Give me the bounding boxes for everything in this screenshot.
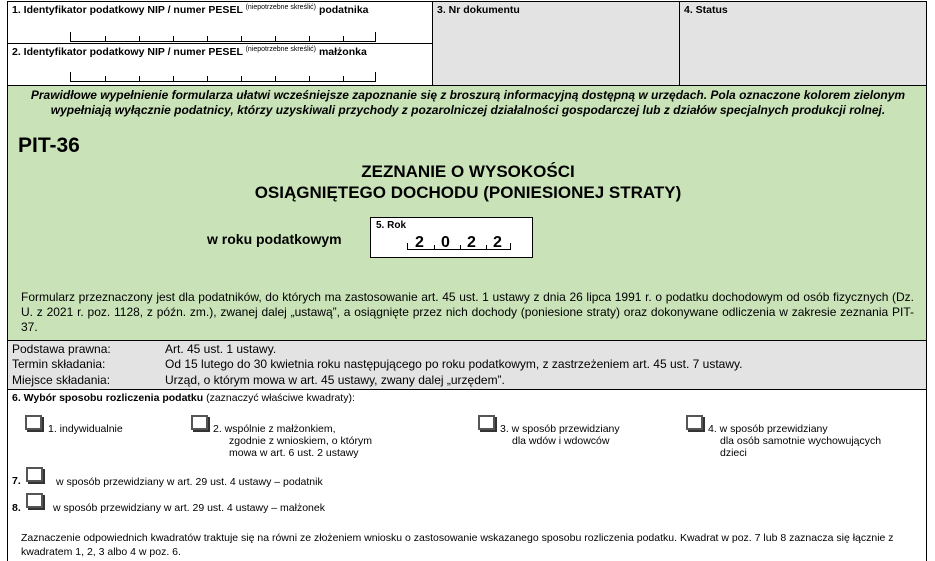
section-6-note: Zaznaczenie odpowiednich kwadratów traktuje się na równi ze złożeniem wniosku o zastosowanie wskazanego sposobu rozliczenia podatku. Kwadrat w poz. 7 lub 8 zaznacza się łącznie z kwadratem 1, 2, 3 albo 4 w poz. 6.: [21, 532, 894, 558]
field-2-label-text: 2. Identyfikator podatkowy NIP / numer PESEL: [12, 46, 243, 58]
deadline-label: Termin składania:: [12, 357, 106, 371]
field-4-status: [679, 1, 927, 86]
option-2-label: [213, 423, 372, 459]
field-1-suffix: podatnika: [318, 4, 369, 16]
field-1-input[interactable]: [70, 32, 376, 42]
option-8-number: 8.: [12, 502, 21, 514]
option-2-checkbox[interactable]: [191, 415, 208, 430]
section-6-heading: [12, 392, 355, 404]
place-label: Miejsce składania:: [12, 373, 111, 387]
form-title-line1: ZEZNANIE O WYSOKOŚCI: [361, 162, 575, 181]
field-3-label: 3. Nr dokumentu: [437, 4, 520, 16]
year-digit-3: 2: [467, 234, 476, 251]
option-3-line2: dla wdów i wdowców: [512, 435, 610, 447]
option-1-label: [48, 423, 123, 435]
field-2-suffix: małżonka: [318, 46, 367, 58]
option-2-line3: mowa w art. 6 ust. 2 ustawy: [229, 447, 359, 459]
option-7-label: w sposób przewidziany w art. 29 ust. 4 ustawy – podatnik: [56, 476, 323, 488]
section-6-settlement: [7, 389, 927, 561]
option-3-label: [500, 423, 620, 447]
field-1-note: (niepotrzebne skreślić): [245, 4, 317, 11]
form-code: PIT-36: [18, 134, 80, 157]
section-6-title: 6. Wybór sposobu rozliczenia podatku: [12, 392, 204, 404]
field-3-document-number: [432, 1, 680, 86]
year-digit-2: 0: [441, 234, 450, 251]
field-2-note: (niepotrzebne skreślić): [245, 46, 317, 53]
legal-basis-value: Art. 45 ust. 1 ustawy.: [165, 342, 277, 356]
option-1-checkbox[interactable]: [25, 415, 42, 430]
option-8-label: w sposób przewidziany w art. 29 ust. 4 ustawy – małżonek: [53, 502, 325, 514]
intro-text: Prawidłowe wypełnienie formularza ułatwi wcześniejsze zapoznanie się z broszurą informacyjną dostępną w urzędach. Pola oznaczone kolorem zielonym wypełniają wyłącznie podatnicy, którzy uzyskiwali przychody z pozarolniczej działalności gospodarczej lub z działów specjalnych produkcji rolnej.: [30, 88, 906, 117]
field-2-nip-spouse: [7, 43, 433, 86]
field-4-label: 4. Status: [684, 4, 728, 16]
option-4-line2: dla osób samotnie wychowujących: [720, 435, 882, 447]
year-ticks: [407, 243, 511, 250]
option-2-line1: 2. wspólnie z małżonkiem,: [213, 423, 336, 435]
field-1-label-text: 1. Identyfikator podatkowy NIP / numer PESEL: [12, 4, 243, 16]
option-3-line1: 3. w sposób przewidziany: [500, 423, 620, 435]
field-2-label: [12, 46, 367, 58]
year-digit-4: 2: [493, 234, 502, 251]
option-7-number: 7.: [12, 475, 21, 487]
option-8-checkbox[interactable]: [26, 493, 43, 508]
option-4-line1: 4. w sposób przewidziany: [708, 423, 828, 435]
year-prefix: w roku podatkowym: [207, 231, 342, 247]
field-1-nip-taxpayer: [7, 1, 433, 44]
form-description: Formularz przeznaczony jest dla podatników, do których ma zastosowanie art. 45 ust. 1 ustawy z dnia 26 lipca 1991 r. o podatku dochodowym od osób fizycznych (Dz. U. z 2021 r. poz. 1128, z późn. zm.), zwanej dalej „ustawą”, a osiągnięte przez nich dochody (poniesione straty) oraz dokonywane odliczenia w zakresie zeznania PIT-37.: [21, 290, 914, 334]
option-4-line3: dzieci: [720, 447, 747, 459]
section-6-hint: (zaznaczyć właściwe kwadraty):: [206, 392, 355, 404]
year-field[interactable]: [370, 217, 533, 258]
option-4-checkbox[interactable]: [686, 415, 703, 430]
legal-basis-label: Podstawa prawna:: [12, 342, 111, 356]
field-2-input[interactable]: [70, 72, 376, 82]
year-label: 5. Rok: [376, 220, 407, 231]
option-3-checkbox[interactable]: [478, 415, 495, 430]
form-header: [7, 85, 927, 341]
deadline-value: Od 15 lutego do 30 kwietnia roku następującego po roku podatkowym, z zastrzeżeniem art. 45 ust. 7 ustawy.: [165, 357, 743, 371]
option-1-line1: 1. indywidualnie: [48, 423, 123, 435]
place-value: Urząd, o którym mowa w art. 45 ustawy, zwany dalej „urzędem”.: [165, 373, 505, 387]
option-2-line2: zgodnie z wnioskiem, o którym: [229, 435, 372, 447]
legal-info: [7, 340, 927, 390]
year-digit-1: 2: [415, 234, 424, 251]
form-title-line2: OSIĄGNIĘTEGO DOCHODU (PONIESIONEJ STRATY): [254, 183, 682, 202]
option-4-label: [708, 423, 881, 459]
field-1-label: [12, 4, 369, 16]
option-7-checkbox[interactable]: [26, 467, 43, 482]
